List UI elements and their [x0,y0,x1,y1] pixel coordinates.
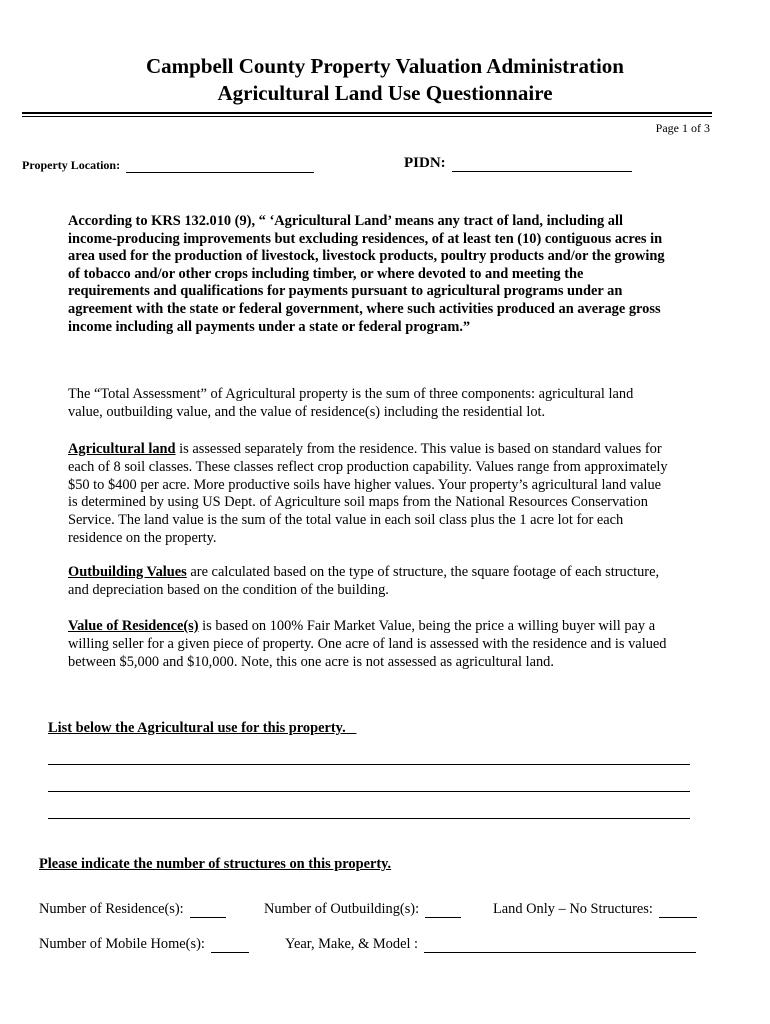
outbuilding-heading: Outbuilding Values [68,564,187,580]
mobile-homes-label: Number of Mobile Home(s): [39,936,205,952]
residence-paragraph [68,618,668,671]
krs-definition: According to KRS 132.010 (9), “ ‘Agricultural Land’ means any tract of land, including all income-producing improvements but excluding residences, of at least ten (10) contiguous acres in area used for the production of livestock, livestock products, poultry products and/or the growing of tobacco and/or other crops including timber, or where devoted to and meeting the requirements and qualifications for payments pursuant to agricultural programs under an agreement with the state or federal government, where such activities produced an average gross income including all payments under a state or federal program.” [68,213,665,335]
page-indicator: Page 1 of 3 [655,121,710,135]
agricultural-use-line-1[interactable] [48,764,690,765]
agricultural-land-heading: Agricultural land [68,441,176,457]
outbuildings-label: Number of Outbuilding(s): [264,901,420,917]
pidn-label: PIDN: [404,155,446,171]
outbuildings-row [264,901,461,918]
property-location-field[interactable] [126,159,314,173]
year-make-model-row [285,936,696,953]
residences-field[interactable] [190,903,226,918]
residence-heading: Value of Residence(s) [68,618,199,634]
agricultural-use-line-2[interactable] [48,791,690,792]
outbuildings-field[interactable] [425,903,461,918]
header-rule-thin [22,116,712,117]
mobile-homes-field[interactable] [211,938,249,953]
form-subtitle: Agricultural Land Use Questionnaire [217,81,553,105]
pidn-row [404,155,632,172]
year-make-model-field[interactable] [424,938,696,953]
agricultural-use-heading: List below the Agricultural use for this property. [48,720,357,736]
header-rule-thick [22,112,712,114]
land-only-row [493,901,697,918]
residence-text: is based on 100% Fair Market Value, being the price a willing buyer will pay a willing seller for a given piece of property. One acre of land is assessed with the residence and is valued between $5,000 and $10,000. Note, this one acre is not assessed as agricultural land. [68,618,667,670]
property-location-row [22,158,314,173]
agricultural-land-paragraph [68,441,668,548]
outbuilding-text: are calculated based on the type of structure, the square footage of each structure, and depreciation based on the condition of the building. [68,564,660,598]
year-make-model-label: Year, Make, & Model : [285,936,419,952]
structures-heading: Please indicate the number of structures on this property. [39,856,392,872]
agricultural-land-text: is assessed separately from the residence. This value is based on standard values for each of 8 soil classes. These classes reflect crop production capability. Values range from approximately $50 to $400 per acre. More productive soils have higher values. Your property’s agricultural land value is determined by using US Dept. of Agriculture soil maps from the National Resources Conservation Service. The land value is the sum of the total value in each soil class plus the 1 acre lot for each residence on the property. [68,441,668,546]
agricultural-use-line-3[interactable] [48,818,690,819]
residences-row [39,901,226,918]
form-title: Campbell County Property Valuation Administration [145,54,624,78]
pidn-field[interactable] [452,156,632,172]
total-assessment-paragraph: The “Total Assessment” of Agricultural property is the sum of three components: agricultural land value, outbuilding value, and the value of residence(s) including the residential lot. [68,386,634,420]
outbuilding-paragraph [68,564,668,600]
property-location-label: Property Location: [22,158,121,172]
land-only-field[interactable] [659,903,697,918]
residences-label: Number of Residence(s): [39,901,184,917]
land-only-label: Land Only – No Structures: [493,901,653,917]
mobile-homes-row [39,936,249,953]
